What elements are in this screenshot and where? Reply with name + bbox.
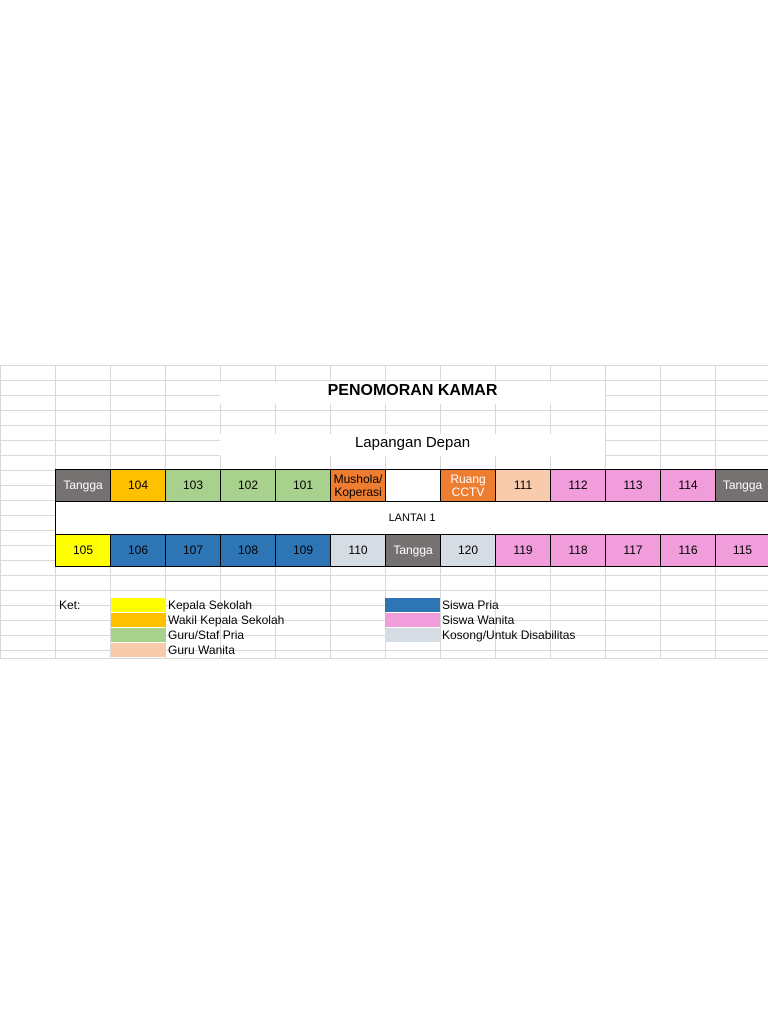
legend-label: Siswa Wanita bbox=[442, 613, 515, 627]
legend-label: Kosong/Untuk Disabilitas bbox=[442, 628, 576, 642]
legend-swatch bbox=[111, 613, 166, 627]
room-cell: Tangga bbox=[56, 470, 111, 501]
legend-swatch bbox=[111, 628, 166, 642]
room-cell: Ruang CCTV bbox=[441, 470, 496, 501]
room-cell: 104 bbox=[111, 470, 166, 501]
legend-label: Wakil Kepala Sekolah bbox=[168, 613, 285, 627]
room-cell: 103 bbox=[166, 470, 221, 501]
room-cell: Tangga bbox=[716, 470, 768, 501]
room-row-top bbox=[55, 469, 768, 502]
floor-label: LANTAI 1 bbox=[55, 502, 768, 534]
page-title: PENOMORAN KAMAR bbox=[220, 382, 605, 404]
room-cell: 120 bbox=[441, 535, 496, 566]
room-cell: 117 bbox=[606, 535, 661, 566]
legend-label: Kepala Sekolah bbox=[168, 598, 253, 612]
legend-label: Guru/Staf Pria bbox=[168, 628, 245, 642]
room-cell: 102 bbox=[221, 470, 276, 501]
legend-swatch bbox=[111, 598, 166, 612]
room-cell: 118 bbox=[551, 535, 606, 566]
legend-label: Siswa Pria bbox=[442, 598, 499, 612]
legend-swatch bbox=[111, 643, 166, 657]
room-cell: 113 bbox=[606, 470, 661, 501]
room-cell: 109 bbox=[276, 535, 331, 566]
room-cell: 107 bbox=[166, 535, 221, 566]
room-cell: Mushola/ Koperasi bbox=[331, 470, 386, 501]
page-subtitle: Lapangan Depan bbox=[220, 434, 605, 456]
legend-ket-label: Ket: bbox=[59, 598, 81, 612]
room-cell: 114 bbox=[661, 470, 716, 501]
room-cell: 119 bbox=[496, 535, 551, 566]
room-cell: 106 bbox=[111, 535, 166, 566]
legend-label: Guru Wanita bbox=[168, 643, 235, 657]
room-cell bbox=[386, 470, 441, 501]
room-cell: 116 bbox=[661, 535, 716, 566]
legend-swatch bbox=[385, 613, 440, 627]
room-cell: 101 bbox=[276, 470, 331, 501]
room-cell: Tangga bbox=[386, 535, 441, 566]
room-cell: 108 bbox=[221, 535, 276, 566]
room-row-bottom bbox=[55, 534, 768, 567]
room-cell: 115 bbox=[716, 535, 768, 566]
room-cell: 110 bbox=[331, 535, 386, 566]
room-cell: 105 bbox=[56, 535, 111, 566]
legend-swatch bbox=[385, 628, 440, 642]
room-cell: 112 bbox=[551, 470, 606, 501]
room-cell: 111 bbox=[496, 470, 551, 501]
legend-swatch bbox=[385, 598, 440, 612]
